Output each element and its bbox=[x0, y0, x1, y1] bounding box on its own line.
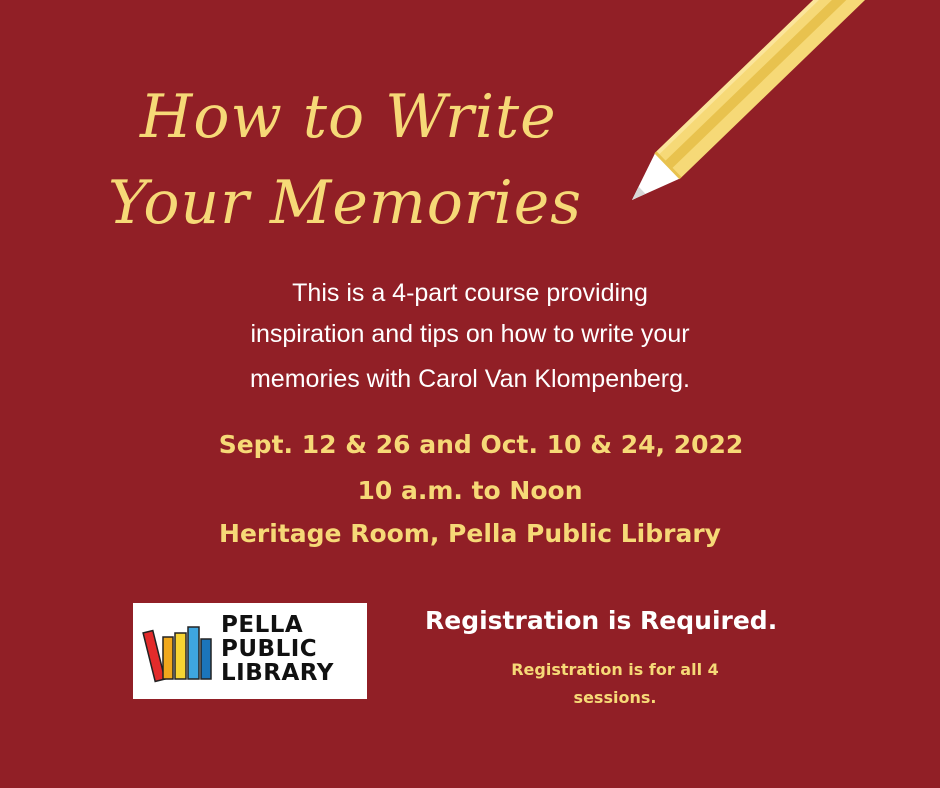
registration-title: Registration is Required. bbox=[425, 606, 778, 635]
logo-line-3: LIBRARY bbox=[221, 660, 334, 686]
event-location: Heritage Room, Pella Public Library bbox=[219, 519, 721, 548]
books-icon bbox=[133, 603, 217, 699]
description-line-2: inspiration and tips on how to write your bbox=[250, 320, 690, 348]
description-line-3: memories with Carol Van Klompenberg. bbox=[249, 365, 690, 393]
description-line-1: This is a 4-part course providing bbox=[292, 279, 648, 307]
title-line-1: How to Write bbox=[140, 82, 557, 152]
event-dates: Sept. 12 & 26 and Oct. 10 & 24, 2022 bbox=[218, 430, 744, 459]
title-line-2: Your Memories bbox=[108, 168, 583, 238]
library-logo bbox=[133, 603, 367, 699]
logo-line-2: PUBLIC bbox=[221, 636, 318, 662]
logo-line-1: PELLA bbox=[221, 612, 304, 638]
logo-text bbox=[221, 613, 334, 685]
event-time: 10 a.m. to Noon bbox=[357, 476, 583, 505]
registration-note: Registration is for all 4 sessions. bbox=[511, 660, 719, 707]
